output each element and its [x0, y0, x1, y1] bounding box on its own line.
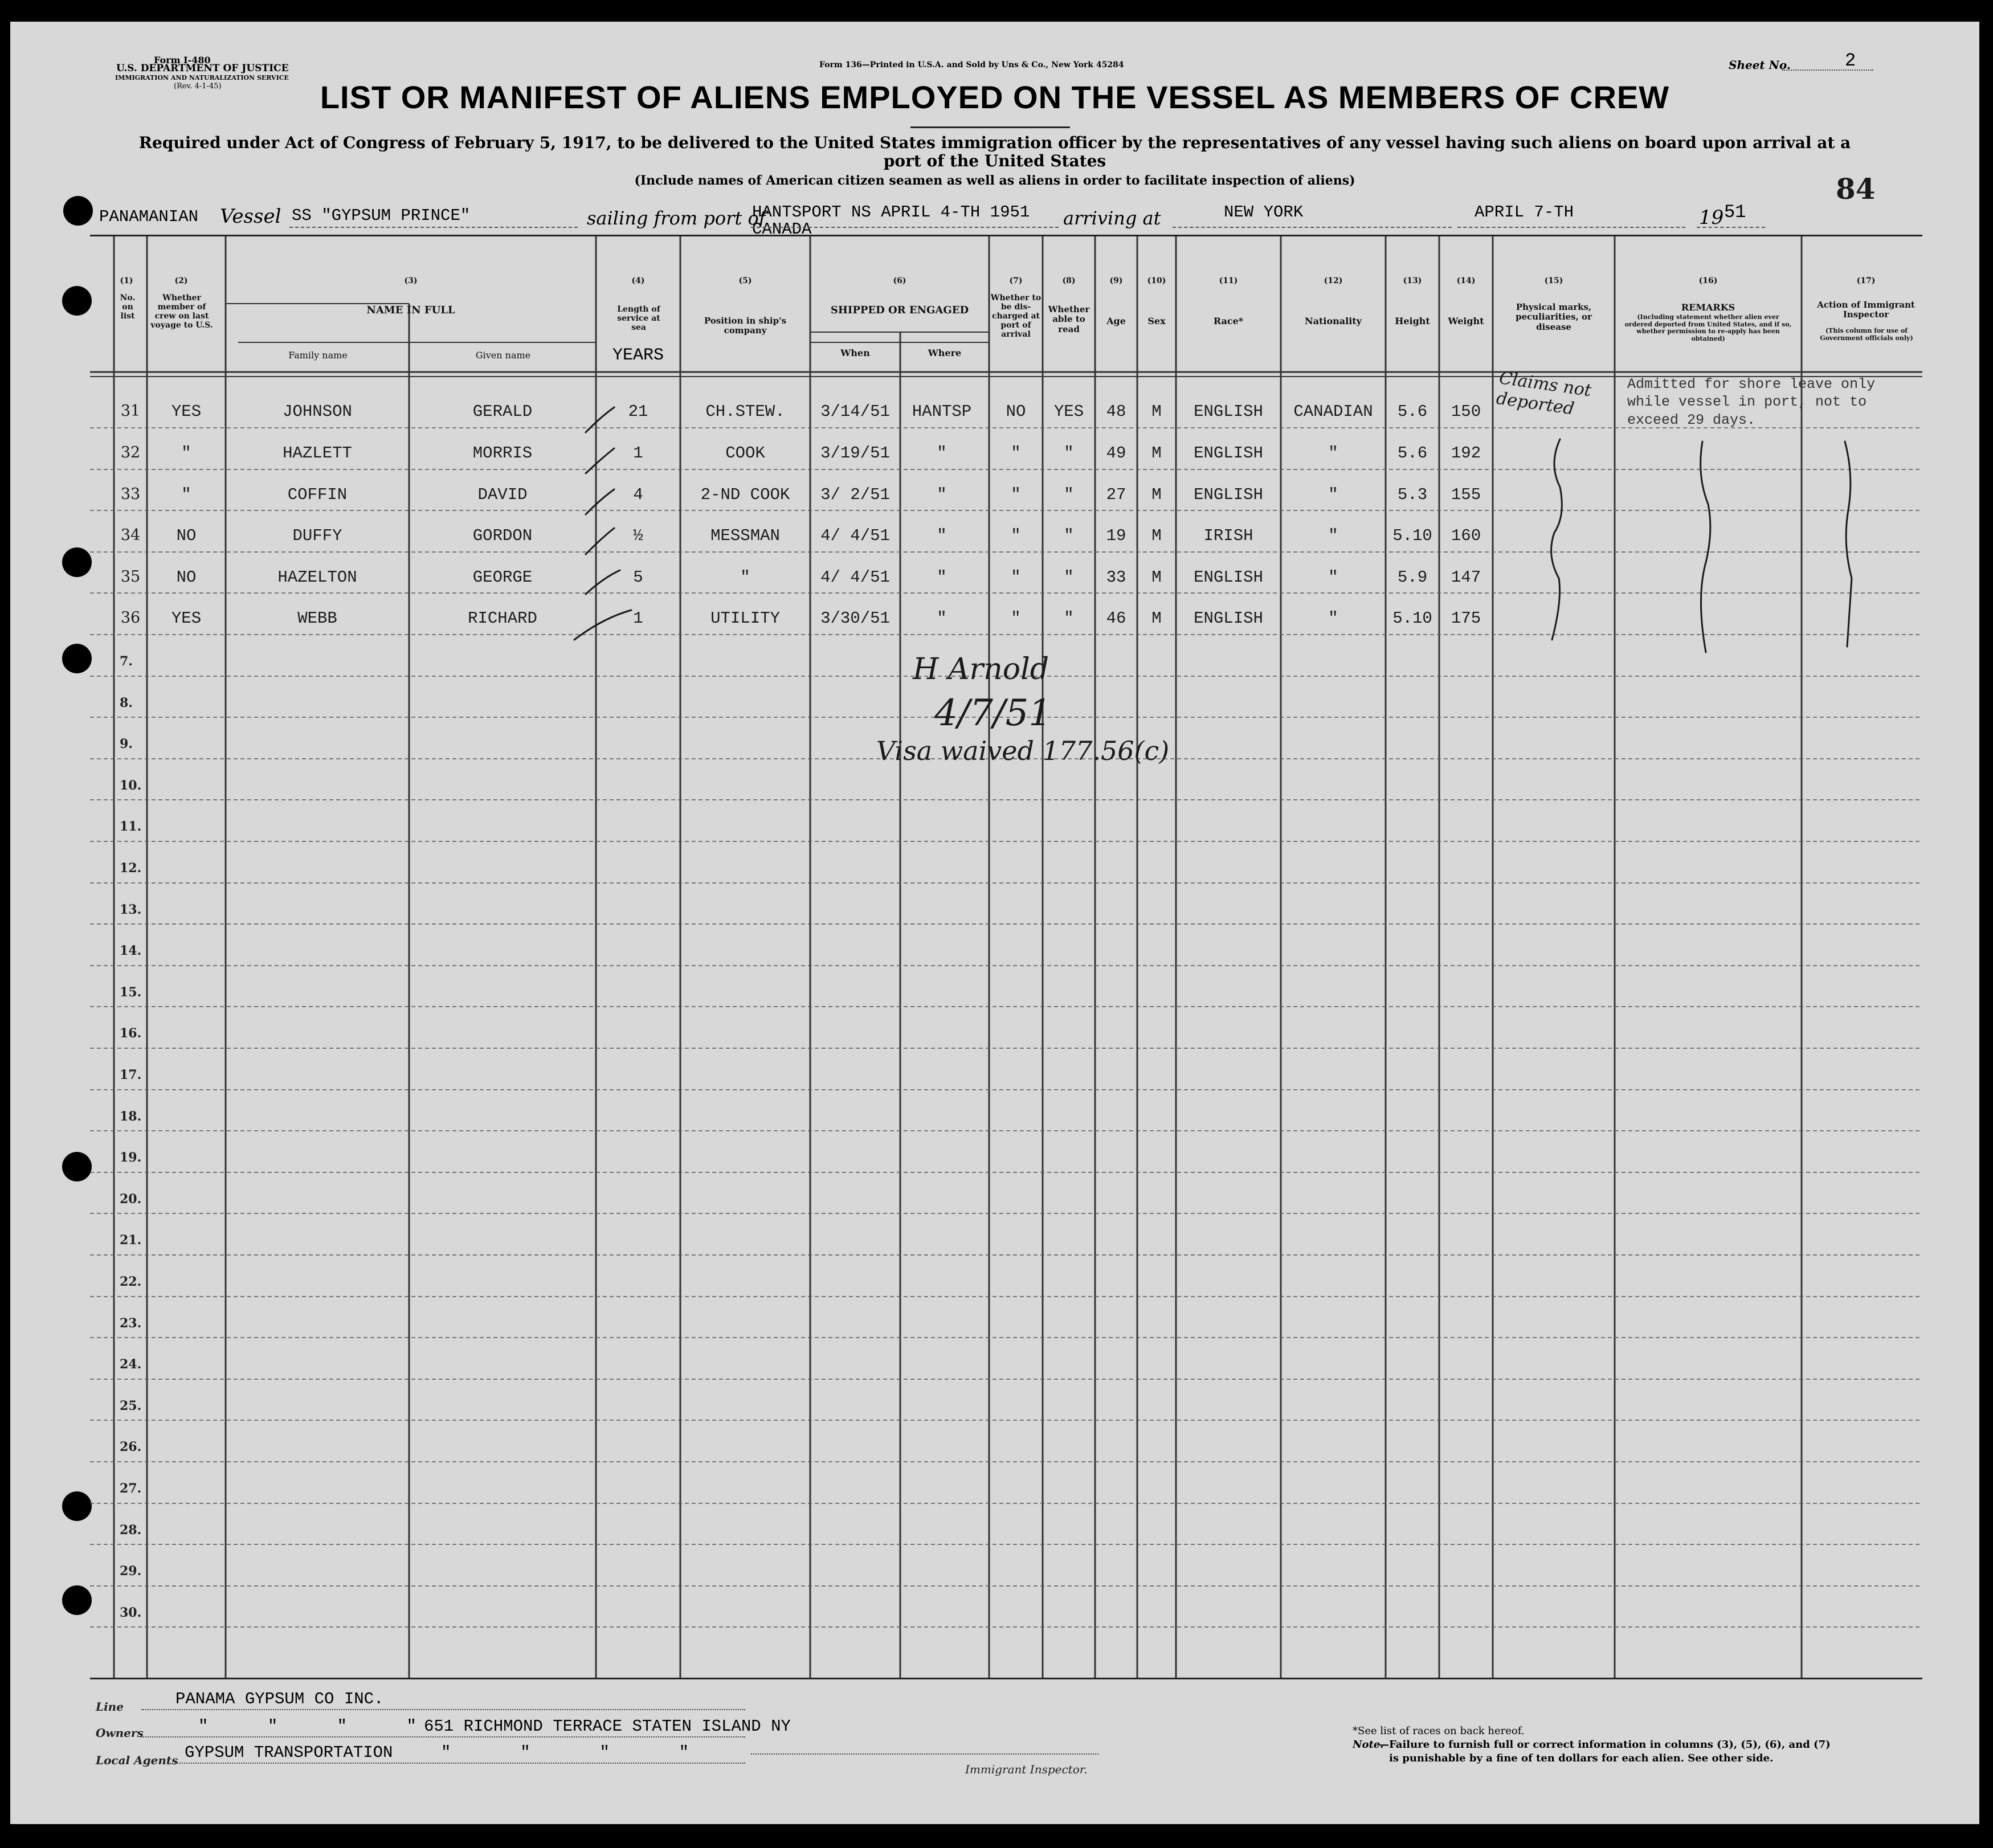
- col12-number: (12): [1324, 276, 1343, 285]
- col11-number: (11): [1219, 276, 1238, 285]
- cell-sex: M: [1151, 444, 1162, 463]
- col14-header: Weight: [1448, 316, 1484, 326]
- tick-mark: [586, 528, 614, 554]
- col17-header: Action of Immigrant Inspector: [1817, 300, 1915, 320]
- cell-nationality: ": [1328, 444, 1338, 463]
- cell-family-name: COFFIN: [287, 485, 348, 504]
- cell-nationality: ": [1328, 485, 1338, 504]
- cell-given-name: MORRIS: [472, 444, 533, 463]
- blank-row-number: 19.: [120, 1150, 142, 1165]
- blank-row-number: 8.: [120, 696, 133, 710]
- cell-able-to-read: ": [1064, 444, 1074, 463]
- blank-row-number: 28.: [120, 1523, 142, 1538]
- cell-age: 48: [1106, 402, 1126, 421]
- cell-given-name: DAVID: [477, 485, 528, 504]
- cell-discharged: ": [1011, 485, 1021, 504]
- col15-number: (15): [1544, 276, 1563, 285]
- cell-race: ENGLISH: [1194, 568, 1263, 587]
- owners-ditto: " " " ": [198, 1717, 416, 1736]
- cell-service-length: ½: [633, 526, 643, 545]
- punch-hole: [62, 644, 92, 673]
- col9-header: Age: [1106, 316, 1126, 326]
- sailing-port: HANTSPORT NS APRIL 4-TH 1951: [752, 203, 1030, 222]
- sailing-line: [751, 227, 1059, 228]
- cell-discharged: ": [1011, 526, 1021, 545]
- col3-number: (3): [404, 276, 418, 285]
- cell-weight: 147: [1451, 568, 1481, 587]
- col13-number: (13): [1403, 276, 1422, 285]
- cell-position: CH.STEW.: [705, 402, 785, 421]
- blank-row-number: 23.: [120, 1316, 142, 1331]
- title-line-2: port of the United States: [883, 152, 1106, 170]
- blank-row-number: 17.: [120, 1068, 142, 1082]
- cell-family-name: HAZELTON: [277, 568, 357, 587]
- cell-position: ": [740, 568, 750, 587]
- cell-race: ENGLISH: [1194, 485, 1263, 504]
- cell-position: COOK: [725, 444, 765, 463]
- punch-hole: [62, 1152, 92, 1181]
- cell-discharged: ": [1011, 609, 1021, 628]
- tick-mark: [586, 448, 614, 473]
- cell-height: 5.10: [1392, 526, 1432, 545]
- cell-position: UTILITY: [710, 609, 780, 628]
- form-service: IMMIGRATION AND NATURALIZATION SERVICE: [115, 74, 289, 81]
- cell-row-number: 31: [120, 402, 141, 420]
- col8-number: (8): [1062, 276, 1076, 285]
- cell-last-voyage: YES: [171, 609, 202, 628]
- cell-sex: M: [1151, 568, 1162, 587]
- cell-height: 5.9: [1397, 568, 1428, 587]
- cell-last-voyage: YES: [171, 402, 202, 421]
- tick-mark: [586, 407, 614, 432]
- blank-row-number: 12.: [120, 861, 142, 876]
- page-mark: 84: [1836, 172, 1876, 206]
- col11-header: Race*: [1213, 316, 1244, 326]
- punch-hole: [62, 547, 92, 577]
- col2-header: Whether member of crew on last voyage to U.S.: [150, 293, 213, 330]
- cell-service-length: 4: [633, 485, 643, 504]
- vessel-name: SS "GYPSUM PRINCE": [292, 206, 471, 225]
- cell-shipped-where: ": [937, 609, 947, 628]
- fine-note: —Failure to furnish full or correct information in columns (3), (5), (6), and (7): [1379, 1739, 1831, 1751]
- col3-header: NAME IN FULL: [366, 304, 455, 316]
- cell-discharged: ": [1011, 444, 1021, 463]
- cell-given-name: RICHARD: [468, 609, 537, 628]
- col4-years: YEARS: [612, 346, 664, 365]
- sheet-label: Sheet No.: [1729, 58, 1791, 72]
- col6b-header: Where: [928, 347, 962, 358]
- cell-last-voyage: ": [181, 485, 191, 504]
- col3a-header: Family name: [288, 350, 348, 361]
- blank-row-number: 29.: [120, 1564, 142, 1579]
- cell-sex: M: [1151, 609, 1162, 628]
- col8-header: Whether able to read: [1048, 304, 1090, 334]
- cell-height: 5.3: [1397, 485, 1428, 504]
- printer-line: Form 136—Printed in U.S.A. and Sold by Uns & Co., New York 45284: [819, 60, 1124, 69]
- cell-shipped-where: HANTSP: [912, 402, 972, 421]
- cell-age: 27: [1106, 485, 1126, 504]
- col5-number: (5): [738, 276, 752, 285]
- blank-row-number: 25.: [120, 1399, 142, 1413]
- blank-row-number: 24.: [120, 1357, 142, 1372]
- title-line-3: (Include names of American citizen seamen as well as aliens in order to facilitate inspection of aliens): [634, 173, 1355, 188]
- col17-subheader: (This column for use of Government officials only): [1820, 327, 1913, 342]
- cell-able-to-read: ": [1064, 568, 1074, 587]
- manifest-sheet: [10, 22, 1979, 1824]
- cell-shipped-where: ": [937, 485, 947, 504]
- cell-weight: 160: [1451, 526, 1481, 545]
- col3b-header: Given name: [475, 350, 531, 361]
- cell-service-length: 1: [633, 444, 643, 463]
- cell-last-voyage: NO: [176, 526, 197, 545]
- arrival-year: 51: [1724, 202, 1746, 223]
- col9-number: (9): [1109, 276, 1123, 285]
- col5-header: Position in ship's company: [704, 316, 787, 336]
- form-number: Form I-480: [154, 55, 211, 66]
- col6a-header: When: [840, 347, 870, 358]
- vessel-label: Vessel: [220, 205, 281, 228]
- col7-header: Whether to be dis-charged at port of arrival: [990, 293, 1042, 340]
- col17-number: (17): [1856, 276, 1876, 285]
- cell-shipped-when: 3/ 2/51: [820, 485, 890, 504]
- cell-shipped-when: 4/ 4/51: [820, 526, 890, 545]
- ditto-brace: [1701, 441, 1710, 652]
- cell-shipped-when: 3/30/51: [820, 609, 890, 628]
- cell-position: 2-ND COOK: [700, 485, 790, 504]
- blank-row-number: 26.: [120, 1440, 142, 1454]
- year-prefix: 19: [1699, 206, 1724, 229]
- cell-nationality: CANADIAN: [1293, 402, 1373, 421]
- owners-value: 651 RICHMOND TERRACE STATEN ISLAND NY: [424, 1717, 791, 1736]
- owners-underline: [141, 1736, 745, 1737]
- sailing-country: CANADA: [752, 220, 812, 239]
- blank-row-number: 20.: [120, 1192, 142, 1207]
- inspection-date: 4/7/51: [934, 692, 1052, 734]
- cell-age: 46: [1106, 609, 1126, 628]
- physical-marks-note: Claims not deported: [1495, 368, 1593, 419]
- col4-number: (4): [631, 276, 645, 285]
- cell-weight: 150: [1451, 402, 1481, 421]
- arriving-line: [1173, 227, 1452, 228]
- cell-weight: 155: [1451, 485, 1481, 504]
- cell-discharged: NO: [1006, 402, 1026, 421]
- tick-mark: [586, 570, 620, 594]
- col14-number: (14): [1456, 276, 1476, 285]
- cell-discharged: ": [1011, 568, 1021, 587]
- cell-able-to-read: ": [1064, 526, 1074, 545]
- col12-header: Nationality: [1305, 316, 1362, 326]
- arrival-date-line: [1457, 227, 1685, 228]
- title-rule: [910, 126, 1070, 128]
- line-value: PANAMA GYPSUM CO INC.: [175, 1690, 384, 1708]
- sailing-label: sailing from port of: [587, 207, 766, 229]
- blank-row-number: 15.: [120, 985, 142, 1000]
- punch-hole: [62, 1585, 92, 1615]
- agents-ditto: " " " ": [441, 1743, 689, 1762]
- cell-shipped-where: ": [937, 526, 947, 545]
- blank-row-number: 7.: [120, 654, 133, 669]
- col1-number: (1): [120, 276, 133, 285]
- arriving-label: arriving at: [1063, 207, 1161, 229]
- crew-table: [90, 235, 1922, 1679]
- col7-number: (7): [1009, 276, 1023, 285]
- col6-number: (6): [893, 276, 906, 285]
- cell-family-name: JOHNSON: [283, 402, 352, 421]
- cell-shipped-when: 3/14/51: [820, 402, 890, 421]
- agents-value: GYPSUM TRANSPORTATION: [185, 1743, 393, 1762]
- cell-age: 19: [1106, 526, 1126, 545]
- owners-label: Owners: [96, 1726, 144, 1740]
- cell-last-voyage: ": [181, 444, 191, 463]
- cell-row-number: 34: [120, 526, 141, 544]
- agents-underline: [175, 1763, 745, 1764]
- arrival-date: APRIL 7-TH: [1475, 203, 1574, 222]
- col10-number: (10): [1147, 276, 1166, 285]
- cell-age: 33: [1106, 568, 1126, 587]
- cell-weight: 192: [1451, 444, 1481, 463]
- inspector-signature-line: [751, 1753, 1098, 1755]
- fine-note-2: is punishable by a fine of ten dollars for each alien. See other side.: [1389, 1752, 1774, 1764]
- cell-race: ENGLISH: [1194, 402, 1263, 421]
- form-department: U.S. DEPARTMENT OF JUSTICE: [116, 63, 289, 74]
- tick-mark: [574, 610, 631, 640]
- line-underline: [141, 1709, 745, 1710]
- blank-row-number: 21.: [120, 1233, 142, 1248]
- cell-age: 49: [1106, 444, 1126, 463]
- races-note: *See list of races on back hereof.: [1353, 1725, 1525, 1737]
- cell-nationality: ": [1328, 526, 1338, 545]
- title-line-1: Required under Act of Congress of February 5, 1917, to be delivered to the United States immigration officer by the representatives of any vessel having such aliens on board upon arrival at a: [138, 133, 1851, 152]
- col6-header: SHIPPED OR ENGAGED: [830, 304, 969, 316]
- cell-service-length: 21: [628, 402, 648, 421]
- cell-given-name: GORDON: [472, 526, 533, 545]
- cell-nationality: ": [1328, 609, 1338, 628]
- cell-given-name: GEORGE: [472, 568, 533, 587]
- cell-shipped-where: ": [937, 444, 947, 463]
- cell-service-length: 1: [633, 609, 643, 628]
- handwritten-marks: [90, 236, 1922, 1678]
- vessel-nationality: PANAMANIAN: [99, 207, 199, 226]
- ditto-brace: [1845, 441, 1852, 647]
- arriving-port: NEW YORK: [1224, 203, 1304, 222]
- inspector-label: Immigrant Inspector.: [965, 1763, 1088, 1776]
- cell-weight: 175: [1451, 609, 1481, 628]
- remarks-note: Admitted for shore leave only while vessel in port, not to exceed 29 days.: [1627, 376, 1876, 428]
- cell-shipped-when: 4/ 4/51: [820, 568, 890, 587]
- cell-shipped-when: 3/19/51: [820, 444, 890, 463]
- cell-family-name: DUFFY: [292, 526, 342, 545]
- cell-family-name: HAZLETT: [283, 444, 352, 463]
- cell-last-voyage: NO: [176, 568, 197, 587]
- cell-sex: M: [1151, 526, 1162, 545]
- blank-row-number: 18.: [120, 1109, 142, 1124]
- col13-header: Height: [1395, 316, 1430, 326]
- cell-height: 5.10: [1392, 609, 1432, 628]
- blank-row-number: 22.: [120, 1274, 142, 1289]
- cell-sex: M: [1151, 485, 1162, 504]
- fine-note-label: Note.: [1353, 1739, 1384, 1751]
- cell-nationality: ": [1328, 568, 1338, 587]
- blank-row-number: 13.: [120, 902, 142, 917]
- cell-height: 5.6: [1397, 402, 1428, 421]
- form-revision: (Rev. 4-1-45): [174, 82, 222, 91]
- col4-header: Length of service at sea: [617, 305, 660, 333]
- sheet-number-line: [1782, 69, 1873, 71]
- col15-header: Physical marks, peculiarities, or disease: [1516, 302, 1592, 332]
- sheet-number: 2: [1845, 50, 1856, 71]
- blank-row-number: 11.: [120, 819, 142, 834]
- cell-row-number: 35: [120, 568, 141, 586]
- inspector-initials: H Arnold: [913, 652, 1049, 686]
- ditto-brace: [1551, 439, 1562, 640]
- cell-service-length: 5: [633, 568, 643, 587]
- col16-header: REMARKS: [1681, 302, 1735, 313]
- cell-sex: M: [1151, 402, 1162, 421]
- punch-hole: [62, 1491, 92, 1521]
- punch-hole: [63, 196, 93, 226]
- vessel-line: [289, 227, 578, 228]
- col10-header: Sex: [1147, 316, 1166, 326]
- manifest-title: LIST OR MANIFEST OF ALIENS EMPLOYED ON THE VESSEL AS MEMBERS OF CREW: [320, 79, 1670, 115]
- visa-note: Visa waived 177.56(c): [876, 735, 1170, 766]
- year-line: [1697, 227, 1765, 228]
- tick-mark: [586, 489, 614, 514]
- cell-race: ENGLISH: [1194, 609, 1263, 628]
- cell-position: MESSMAN: [710, 526, 780, 545]
- blank-row-number: 16.: [120, 1026, 142, 1041]
- blank-row-number: 9.: [120, 737, 133, 751]
- blank-row-number: 10.: [120, 778, 142, 793]
- col16-number: (16): [1698, 276, 1718, 285]
- cell-able-to-read: ": [1064, 485, 1074, 504]
- cell-row-number: 36: [120, 609, 141, 627]
- line-label: Line: [96, 1700, 124, 1714]
- blank-row-number: 27.: [120, 1481, 142, 1496]
- cell-race: IRISH: [1203, 526, 1253, 545]
- cell-row-number: 32: [120, 444, 141, 461]
- cell-height: 5.6: [1397, 444, 1428, 463]
- col2-number: (2): [174, 276, 188, 285]
- cell-race: ENGLISH: [1194, 444, 1263, 463]
- cell-given-name: GERALD: [472, 402, 533, 421]
- cell-shipped-where: ": [937, 568, 947, 587]
- cell-row-number: 33: [120, 485, 141, 503]
- blank-row-number: 14.: [120, 943, 142, 958]
- col16-subheader: (Including statement whether alien ever ordered deported from United States, and if so, whether permission to re-apply has been obtained): [1624, 313, 1792, 342]
- agents-label: Local Agents: [96, 1753, 178, 1767]
- cell-able-to-read: YES: [1053, 402, 1084, 421]
- cell-family-name: WEBB: [297, 609, 337, 628]
- col1-header: No. on list: [120, 293, 136, 321]
- blank-row-number: 30.: [120, 1605, 142, 1620]
- cell-able-to-read: ": [1064, 609, 1074, 628]
- punch-hole: [62, 286, 92, 316]
